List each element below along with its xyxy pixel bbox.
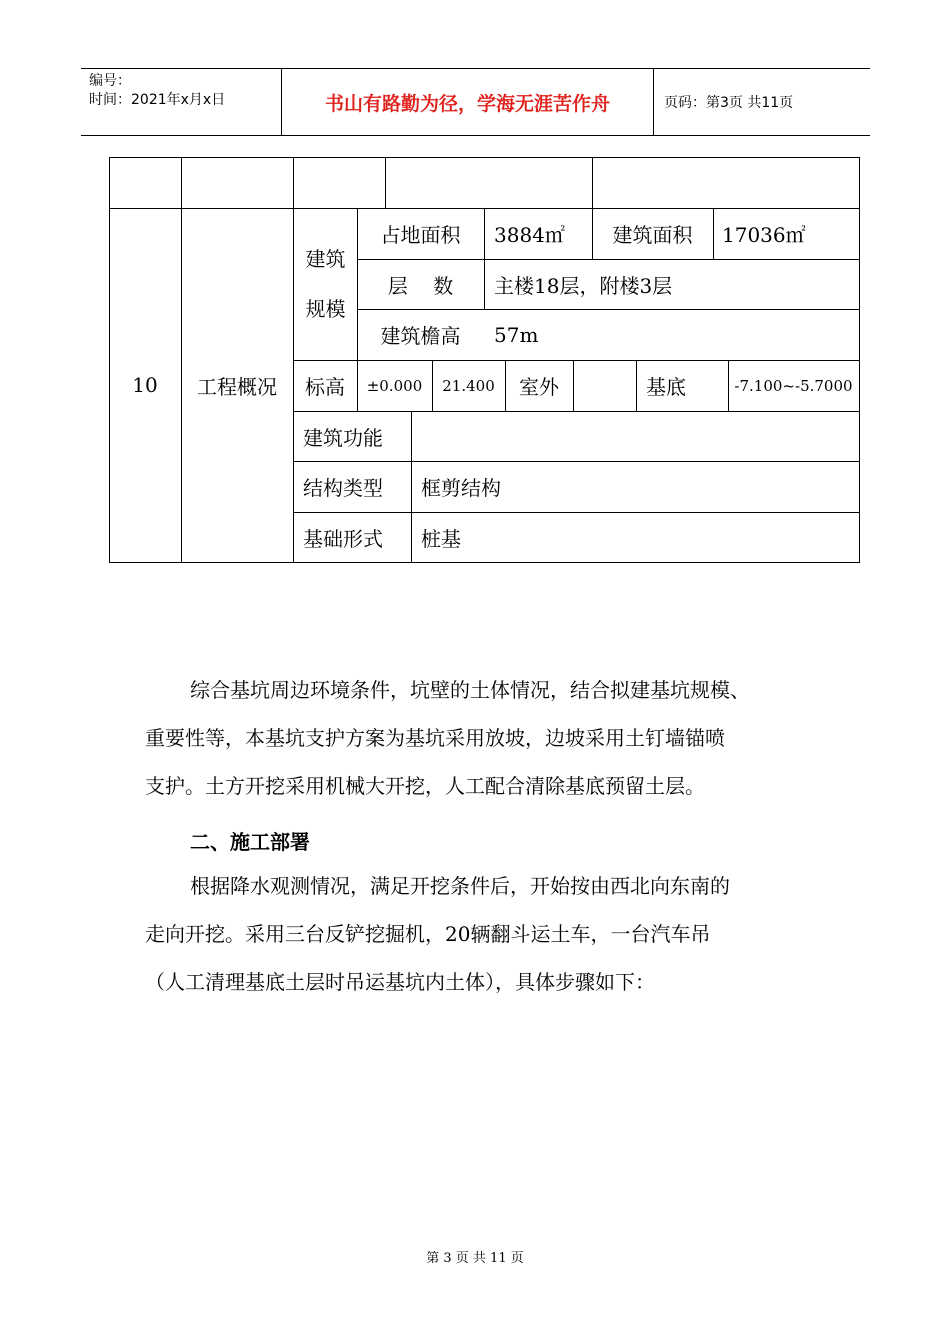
land-area-value: 3884㎡	[494, 223, 565, 247]
page-footer: 第 3 页 共 11 页	[426, 1251, 524, 1266]
header-meta	[81, 69, 282, 135]
function-label: 建筑功能	[303, 425, 383, 450]
elevation-top: 21.400	[442, 376, 495, 395]
land-area-label: 占地面积	[380, 223, 461, 247]
eave-height-label: 建筑檐高	[380, 324, 461, 348]
header-number: 编号：	[89, 73, 131, 89]
header-time: 时间：2021年x月x日	[89, 92, 226, 108]
header-page-info: 页码：第3页 共11页	[664, 95, 794, 111]
structure-label: 结构类型	[303, 476, 383, 500]
structure-value: 框剪结构	[421, 476, 501, 500]
base-value: -7.100~-5.7000	[734, 376, 853, 395]
building-area-label: 建筑面积	[612, 223, 693, 247]
floors-label: 层 数	[387, 273, 454, 298]
eave-height-value: 57m	[494, 322, 539, 347]
project-overview-table	[109, 157, 860, 563]
floors-value: 主楼18层，附楼3层	[494, 273, 673, 298]
outdoor-value	[573, 360, 636, 411]
foundation-label: 基础形式	[303, 526, 383, 551]
outdoor-label: 室外	[519, 375, 559, 399]
function-value	[421, 411, 859, 461]
category-label: 工程概况	[197, 374, 277, 399]
row-number: 10	[132, 373, 158, 397]
elevation-label: 标高	[305, 375, 345, 399]
building-scale-label: 建筑 规模	[305, 247, 346, 321]
page-header	[81, 68, 870, 136]
elevation-zero: ±0.000	[366, 376, 423, 395]
paragraph-excavation-plan: 综合基坑周边环境条件，坑壁的土体情况，结合拟建基坑规模、 重要性等，本基坑支护方案为基坑采用放坡，边坡采用土钉墙锚喷 支护。土方开挖采用机械大开挖，人工配合清除基底预留土层。	[145, 678, 750, 798]
header-motto: 书山有路勤为径，学海无涯苦作舟	[282, 69, 654, 135]
section-heading: 二、施工部署	[190, 830, 310, 854]
building-area-value: 17036㎡	[722, 223, 806, 247]
base-label: 基底	[646, 375, 686, 399]
foundation-value: 桩基	[421, 526, 461, 551]
paragraph-deployment: 根据降水观测情况，满足开挖条件后，开始按由西北向东南的 走向开挖。采用三台反铲挖掘机，20辆翻斗运土车，一台汽车吊 （人工清理基底土层时吊运基坑内土体），具体步骤如下：	[145, 874, 730, 994]
